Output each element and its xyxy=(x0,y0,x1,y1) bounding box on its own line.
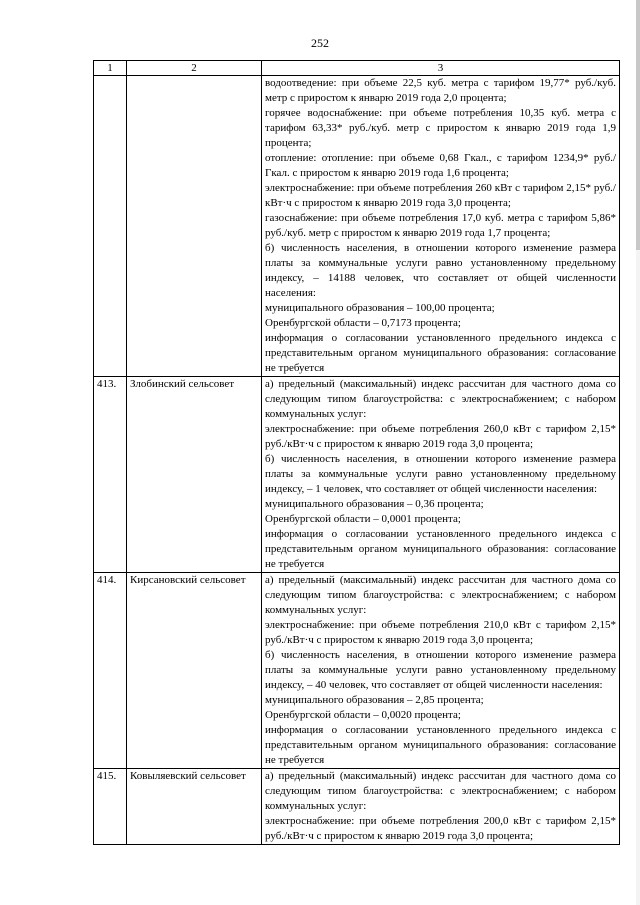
detail-line: Оренбургской области – 0,7173 процента; xyxy=(265,317,461,329)
row-details xyxy=(262,573,620,769)
scrollbar-thumb[interactable] xyxy=(636,0,640,250)
detail-line: электроснабжение: при объеме потребления 210,0 кВт с тарифом 2,15* руб./кВт·ч с приростом к январю 2019 года 3,0 процента; xyxy=(265,619,616,646)
row-details xyxy=(262,769,620,845)
table-row xyxy=(94,76,620,377)
settlement-name xyxy=(127,76,262,377)
detail-line: муниципального образования – 100,00 процента; xyxy=(265,302,495,314)
detail-line: электроснабжение: при объеме потребления 260 кВт с тарифом 2,15* руб./кВт·ч с приростом к январю 2019 года 3,0 процента; xyxy=(265,182,616,209)
detail-line: б) численность населения, в отношении которого изменение размера платы за коммунальные услуги равно установленному предельному индексу, – 1 человек, что составляет от общей численности населения: xyxy=(265,453,616,495)
detail-line: информация о согласовании установленного предельного индекса с представительным органом муниципального образования: согласование не требуется xyxy=(265,332,616,374)
settlement-name: Злобинский сельсовет xyxy=(127,377,262,573)
detail-line: водоотведение: при объеме 22,5 куб. метра с тарифом 19,77* руб./куб. метр с приростом к январю 2019 года 2,0 процента; xyxy=(265,77,616,104)
settlement-name: Кирсановский сельсовет xyxy=(127,573,262,769)
page-number: 252 xyxy=(311,36,329,50)
detail-line: а) предельный (максимальный) индекс рассчитан для частного дома со следующим типом благоустройства: с электроснабжением; с набором коммунальных услуг: xyxy=(265,770,616,812)
detail-line: б) численность населения, в отношении которого изменение размера платы за коммунальные услуги равно установленному предельному индексу, – 40 человек, что составляет от общей численности населения: xyxy=(265,649,616,691)
detail-line: Оренбургской области – 0,0020 процента; xyxy=(265,709,461,721)
detail-line: а) предельный (максимальный) индекс рассчитан для частного дома со следующим типом благоустройства: с электроснабжением; с набором коммунальных услуг: xyxy=(265,574,616,616)
table-row xyxy=(94,573,620,769)
row-number: 413. xyxy=(94,377,127,573)
table-row xyxy=(94,769,620,845)
tariff-table xyxy=(93,60,620,845)
detail-line: электроснабжение: при объеме потребления 200,0 кВт с тарифом 2,15* руб./кВт·ч с приростом к январю 2019 года 3,0 процента; xyxy=(265,815,616,842)
detail-line: электроснабжение: при объеме потребления 260,0 кВт с тарифом 2,15* руб./кВт·ч с приростом к январю 2019 года 3,0 процента; xyxy=(265,423,616,450)
detail-line: б) численность населения, в отношении которого изменение размера платы за коммунальные услуги равно установленному предельному индексу, – 14188 человек, что составляет от общей численности населения: xyxy=(265,242,616,299)
detail-line: информация о согласовании установленного предельного индекса с представительным органом муниципального образования: согласование не требуется xyxy=(265,528,616,570)
detail-line: муниципального образования – 0,36 процента; xyxy=(265,498,484,510)
column-header-2: 2 xyxy=(127,61,262,76)
detail-line: отопление: отопление: при объеме 0,68 Гкал., с тарифом 1234,9* руб./Гкал. с приростом к январю 2019 года 1,6 процента; xyxy=(265,152,616,179)
row-number: 414. xyxy=(94,573,127,769)
detail-line: информация о согласовании установленного предельного индекса с представительным органом муниципального образования: согласование не требуется xyxy=(265,724,616,766)
column-header-1: 1 xyxy=(94,61,127,76)
vertical-scrollbar[interactable] xyxy=(636,0,640,905)
table-row xyxy=(94,377,620,573)
detail-line: муниципального образования – 2,85 процента; xyxy=(265,694,484,706)
column-header-3: 3 xyxy=(262,61,620,76)
detail-line: газоснабжение: при объеме потребления 17,0 куб. метра с тарифом 5,86* руб./куб. метр с приростом к январю 2019 года 1,7 процента; xyxy=(265,212,616,239)
detail-line: а) предельный (максимальный) индекс рассчитан для частного дома со следующим типом благоустройства: с электроснабжением; с набором коммунальных услуг: xyxy=(265,378,616,420)
detail-line: Оренбургской области – 0,0001 процента; xyxy=(265,513,461,525)
row-number: 415. xyxy=(94,769,127,845)
row-number xyxy=(94,76,127,377)
row-details xyxy=(262,76,620,377)
detail-line: горячее водоснабжение: при объеме потребления 10,35 куб. метра с тарифом 63,33* руб./куб. метр с приростом к январю 2019 года 1,9 процента; xyxy=(265,107,616,149)
settlement-name: Ковыляевский сельсовет xyxy=(127,769,262,845)
table-header-row xyxy=(94,61,620,76)
row-details xyxy=(262,377,620,573)
